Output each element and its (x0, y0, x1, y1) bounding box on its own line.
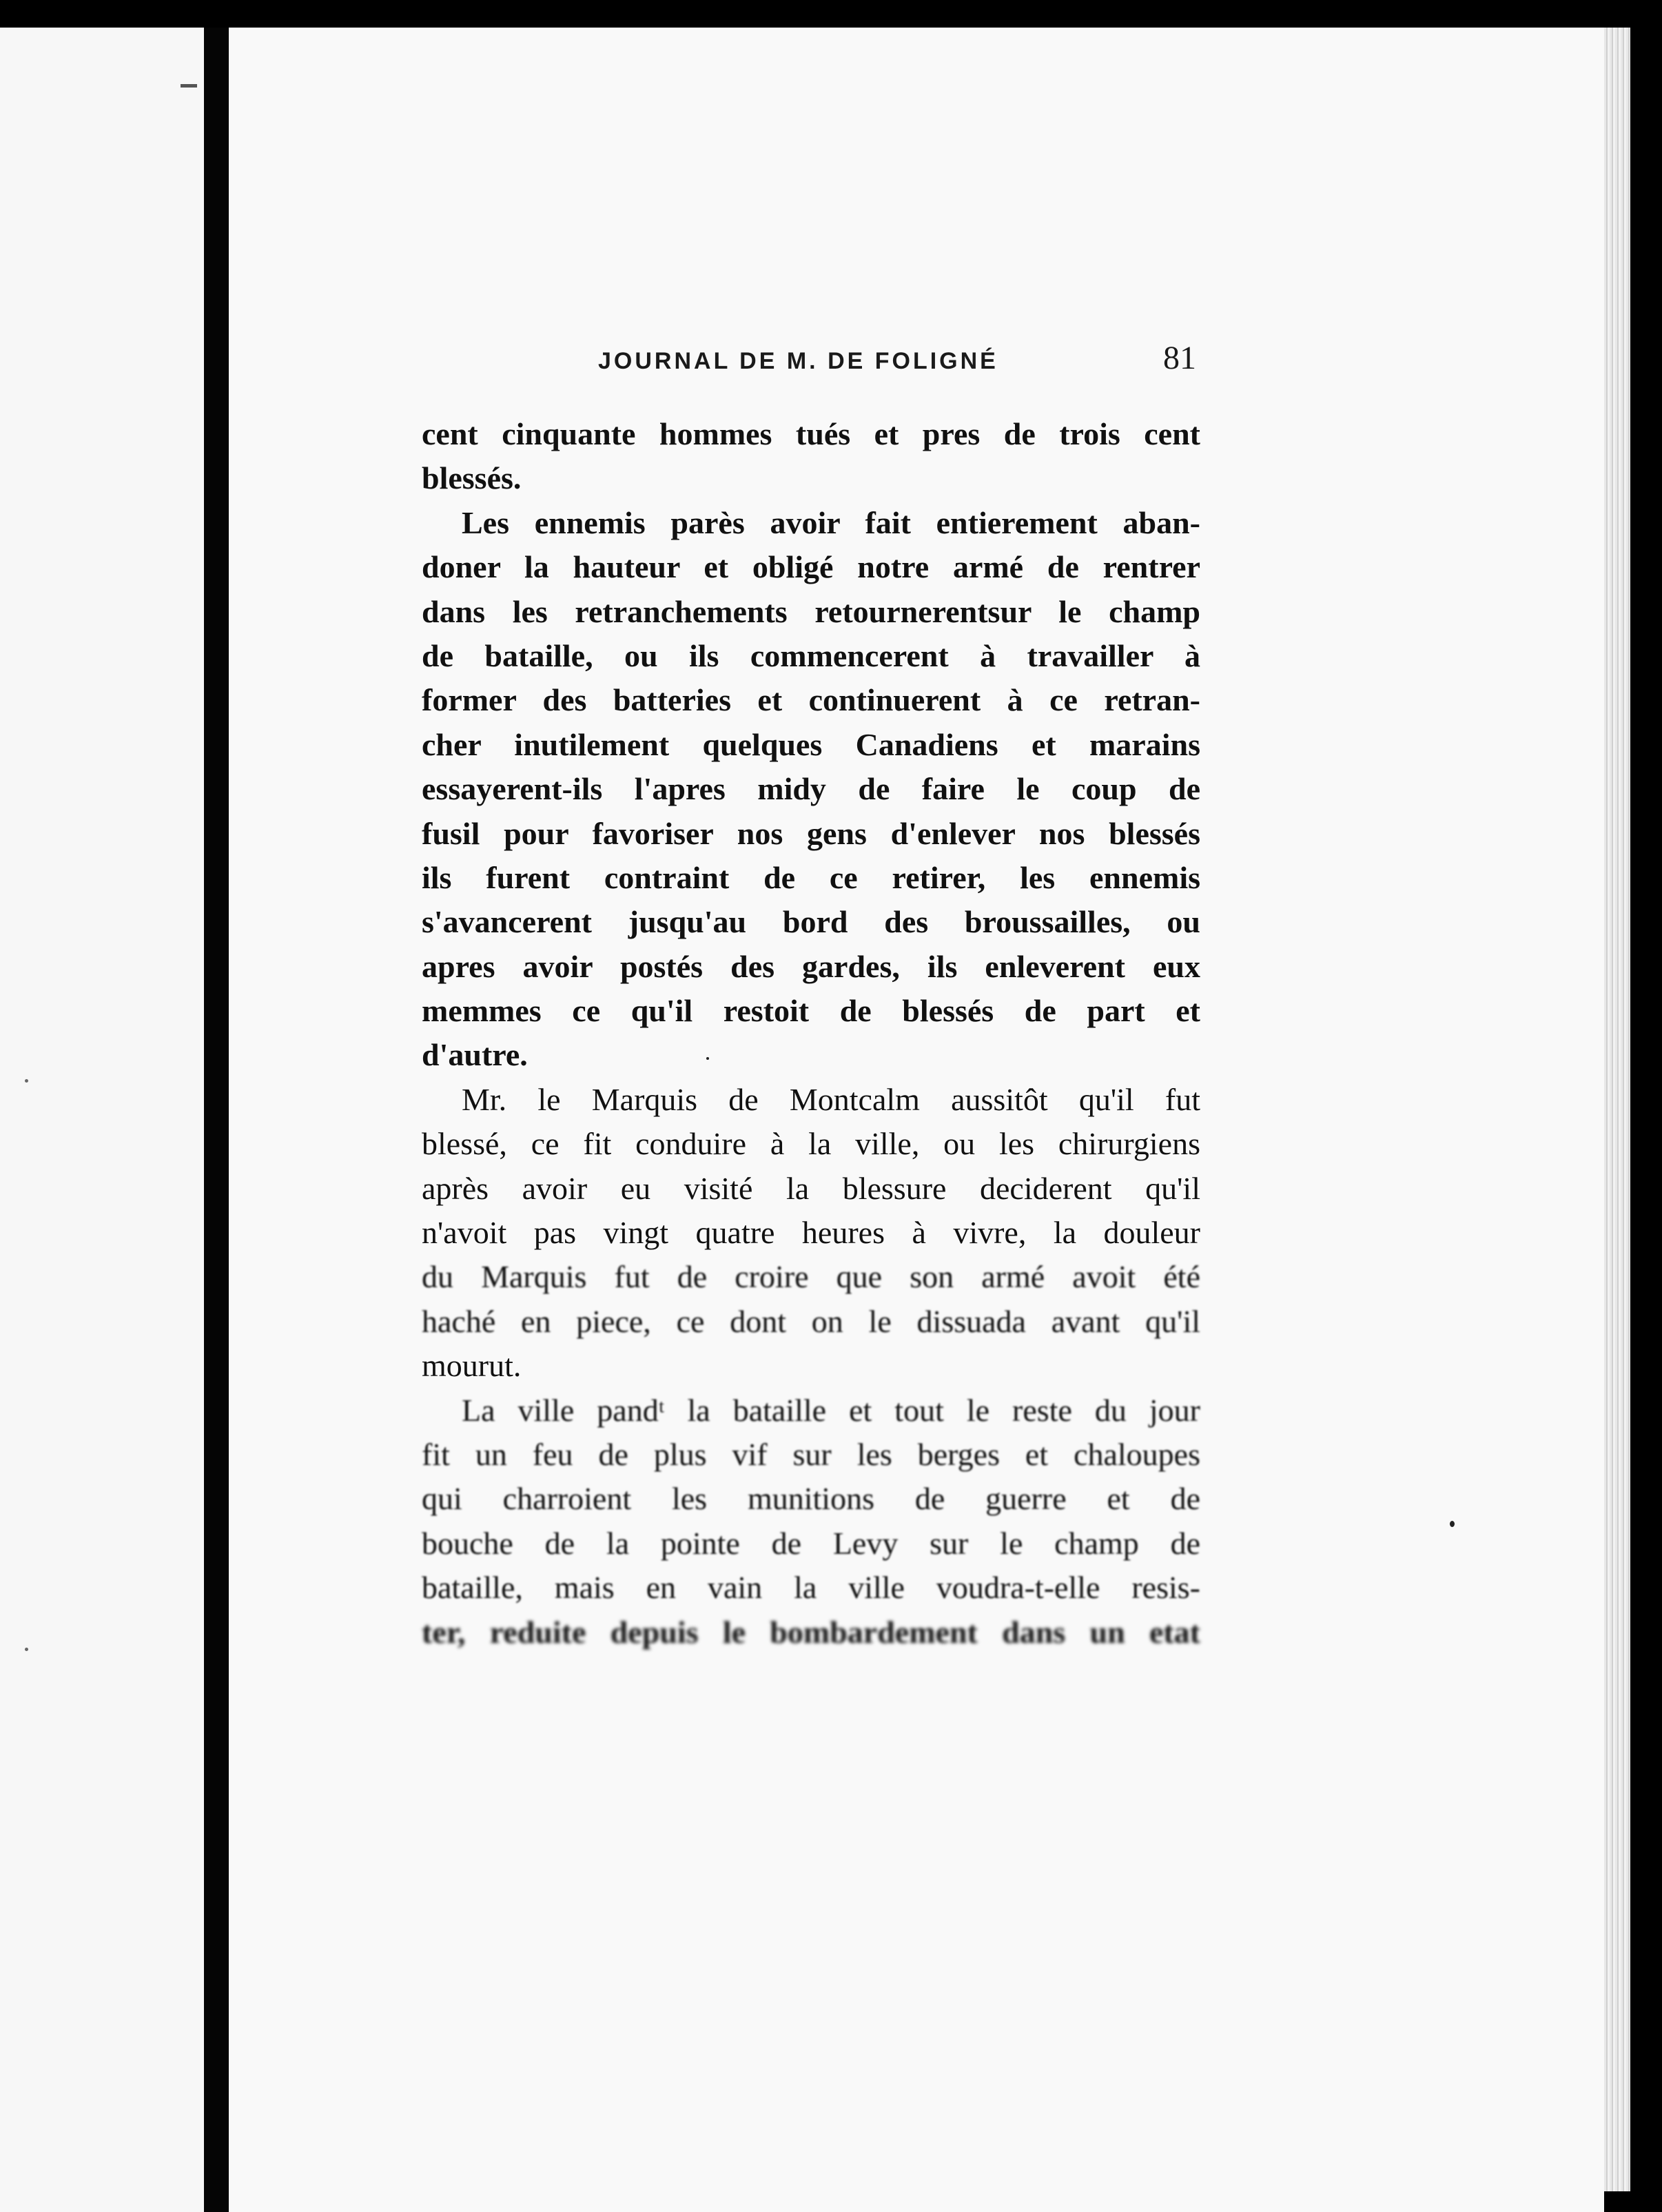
text-line: memmes ce qu'il restoit de blessés de part et (422, 993, 1200, 1029)
page-speck (1450, 1521, 1455, 1527)
body-text (422, 412, 1200, 1655)
previous-page-speck (25, 1648, 28, 1651)
paragraph-2 (422, 501, 1200, 1078)
text-line: Mr. le Marquis de Montcalm aussitôt qu'il fut (462, 1081, 1200, 1117)
previous-page-mark (181, 84, 197, 88)
text-line: mourut. (422, 1348, 522, 1384)
previous-page-speck (25, 1079, 28, 1083)
text-line: ils furent contraint de ce retirer, les ennemis (422, 859, 1200, 895)
text-line: La ville pandᵗ la bataille et tout le reste du jour (462, 1392, 1200, 1428)
text-line: ter, reduite depuis le bombardement dans un etat (422, 1614, 1200, 1650)
text-line: d'autre. (422, 1037, 528, 1073)
text-line: blessé, ce fit conduire à la ville, ou les chirurgiens (422, 1126, 1200, 1162)
text-line: doner la hauteur et obligé notre armé de rentrer (422, 549, 1200, 585)
running-head: JOURNAL DE M. DE FOLIGNÉ (598, 348, 998, 374)
text-line: apres avoir postés des gardes, ils enleverent eux (422, 948, 1200, 984)
book-gutter (204, 28, 229, 2212)
text-line: cent cinquante hommes tués et pres de trois cent (422, 416, 1200, 451)
text-line: Les ennemis parès avoir fait entierement aban- (462, 504, 1200, 540)
text-line: du Marquis fut de croire que son armé avoit été (422, 1259, 1200, 1295)
text-line: haché en piece, ce dont on le dissuada avant qu'il (422, 1303, 1200, 1339)
text-line: bataille, mais en vain la ville voudra-t-elle resis- (422, 1570, 1200, 1606)
paragraph-3 (422, 1078, 1200, 1389)
paragraph-4 (422, 1389, 1200, 1655)
text-line: qui charroient les munitions de guerre et de (422, 1481, 1200, 1517)
text-line: bouche de la pointe de Levy sur le champ de (422, 1525, 1200, 1561)
text-line: s'avancerent jusqu'au bord des broussailles, ou (422, 904, 1200, 940)
text-line: n'avoit pas vingt quatre heures à vivre, la douleur (422, 1215, 1200, 1251)
paragraph-1 (422, 412, 1200, 501)
page-number: 81 (1163, 340, 1196, 376)
text-line: former des batteries et continuerent à ce retran- (422, 682, 1200, 718)
text-line: fusil pour favoriser nos gens d'enlever nos blessés (422, 815, 1200, 851)
page-stack-edge (1604, 28, 1630, 2191)
text-line: cher inutilement quelques Canadiens et marains (422, 726, 1200, 762)
scan-border-right (1630, 0, 1662, 2212)
text-line: après avoir eu visité la blessure deciderent qu'il (422, 1170, 1200, 1206)
text-line: dans les retranchements retournerentsur le champ (422, 593, 1200, 629)
text-line: blessés. (422, 460, 522, 496)
previous-page-edge (0, 28, 204, 2212)
text-line: essayerent-ils l'apres midy de faire le coup de (422, 771, 1200, 807)
text-line: de bataille, ou ils commencerent à travailler à (422, 637, 1200, 673)
text-line: fit un feu de plus vif sur les berges et chaloupes (422, 1436, 1200, 1472)
